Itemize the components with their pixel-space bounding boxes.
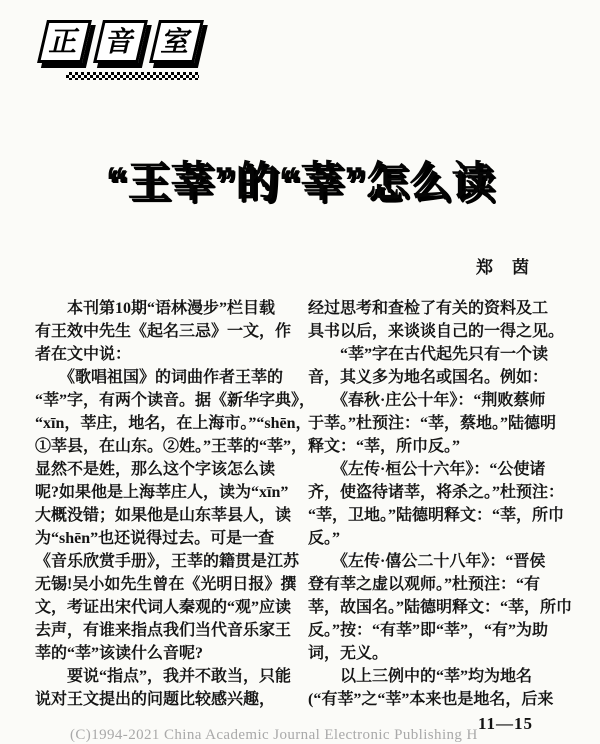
text-line: 经过思考和查检了有关的资料及工 [308, 300, 549, 317]
text-line: 莘，故国名。”陆德明释文：“莘，所巾 [308, 599, 573, 616]
column-left [35, 297, 316, 711]
text-line: “xīn，莘庄，地名，在上海市。”“shēn， [35, 415, 312, 432]
checkerboard-underline [66, 72, 199, 80]
author-byline: 郑 茵 [476, 258, 530, 277]
text-line: 者在文中说： [35, 346, 132, 363]
scan-watermark: (C)1994-2021 China Academic Journal Electronic Publishing H [70, 727, 478, 743]
text-line: “莘”字在古代起先只有一个读 [308, 346, 549, 363]
column-right [308, 297, 573, 711]
text-line: 《左传·桓公十六年》：“公使诸 [308, 461, 546, 478]
logo-char: 音 [103, 25, 139, 57]
text-line: 《音乐欣赏手册》，王莘的籍贯是江苏 [35, 553, 300, 570]
logo-char: 室 [159, 25, 195, 57]
text-line: 本刊第10期“语林漫步”栏目载 [35, 300, 276, 317]
text-line: 文，考证出宋代词人秦观的“观”应读 [35, 599, 292, 616]
text-line: 音，其义多为地名或国名。例如： [308, 369, 549, 386]
page-number: 11—15 [478, 714, 534, 733]
logo-char: 正 [47, 25, 83, 57]
text-line: 说对王文提出的问题比较感兴趣， [35, 691, 276, 708]
logo-box-char [93, 20, 148, 63]
article-body [35, 297, 573, 711]
text-line: 以上三例中的“莘”均为地名 [308, 668, 533, 685]
text-line: 《春秋·庄公十年》：“荆败蔡师 [308, 392, 546, 409]
article-title: “王莘”的“莘”怎么读 [105, 158, 495, 205]
text-line: 为“shēn”也还说得过去。可是一查 [35, 530, 275, 547]
text-line: (“有莘”之“莘”本来也是地名，后来 [308, 691, 554, 708]
logo-box-char [37, 20, 92, 63]
text-line: 释文：“莘，所巾反。” [308, 438, 461, 455]
masthead-logo [42, 20, 199, 80]
text-line: “莘，卫地。”陆德明释文：“莘，所巾 [308, 507, 565, 524]
text-line: ①莘县，在山东。②姓。”王莘的“莘”， [35, 438, 308, 455]
text-line: 呢?如果他是上海莘庄人，读为“xīn” [35, 484, 289, 501]
text-line: 大概没错；如果他是山东莘县人，读 [35, 507, 292, 524]
text-line: 有王效中先生《起名三忌》一文，作 [35, 323, 292, 340]
text-line: 登有莘之虚以观师。”杜预注：“有 [308, 576, 541, 593]
text-line: 显然不是姓，那么这个字该怎么读 [35, 461, 276, 478]
text-line: 无锡!吴小如先生曾在《光明日报》撰 [35, 576, 297, 593]
text-line: 反。” [308, 530, 341, 547]
logo-boxes [42, 20, 199, 63]
text-line: 莘的“莘”该读什么音呢? [35, 645, 204, 662]
text-line: 《左传·僖公二十八年》：“晋侯 [308, 553, 546, 570]
text-line: “莘”字，有两个读音。据《新华字典》， [35, 392, 316, 409]
text-line: 于莘。”杜预注：“莘，蔡地。”陆德明 [308, 415, 557, 432]
text-line: 具书以后，来谈谈自己的一得之见。 [308, 323, 565, 340]
text-line: 《歌唱祖国》的词曲作者王莘的 [35, 369, 284, 386]
text-line: 齐，使盗待诸莘，将杀之。”杜预注： [308, 484, 565, 501]
text-line: 要说“指点”，我并不敢当，只能 [35, 668, 292, 685]
text-line: 去声，有谁来指点我们当代音乐家王 [35, 622, 292, 639]
text-line: 词，无义。 [308, 645, 389, 662]
text-line: 反。”按：“有莘”即“莘”，“有”为助 [308, 622, 549, 639]
logo-box-char [149, 20, 204, 63]
